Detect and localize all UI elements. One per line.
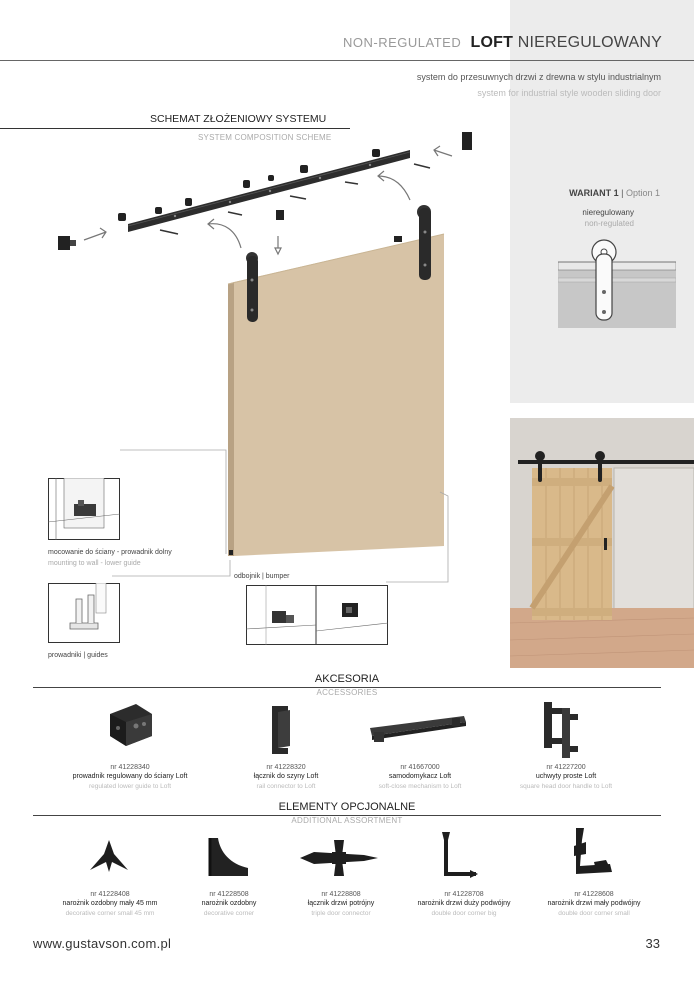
mounting-label-pl: mocowanie do ściany - prowadnik dolny [48, 549, 172, 556]
scheme-title: SCHEMAT ZŁOŻENIOWY SYSTEMU [150, 113, 327, 125]
guides-label: prowadniki | guides [48, 652, 108, 659]
item-name-pl: narożnik ozdobny [201, 900, 257, 907]
detail-bumper [246, 585, 388, 645]
decorative-corner-icon [206, 834, 252, 880]
title-prefix: NON-REGULATED [343, 35, 462, 50]
item-number: nr 41667000 [400, 764, 440, 771]
bumper-stop-icon [276, 210, 284, 220]
item-number: nr 41227200 [546, 764, 586, 771]
accessories-subtitle: ACCESSORIES [316, 688, 378, 697]
double-door-corner-small-icon [566, 826, 614, 880]
item-number: nr 41228340 [110, 764, 150, 771]
wall-bracket-right-icon [462, 132, 472, 150]
item-name-en: double door corner small [558, 910, 630, 917]
door-hanger-left-icon [246, 252, 258, 322]
page-number: 33 [645, 936, 660, 951]
photo-rail-icon [518, 460, 694, 464]
accessory-item-1 [50, 764, 210, 790]
item-name-en: soft-close mechanism to Loft [378, 783, 462, 790]
item-name-en: rail connector to Loft [256, 783, 316, 790]
optional-title: ELEMENTY OPCJONALNE [278, 801, 416, 813]
item-name-en: triple door connector [311, 910, 371, 917]
detail-guides [48, 583, 120, 643]
item-name-en: square head door handle to Loft [519, 783, 613, 790]
item-name-en: decorative corner [203, 910, 255, 917]
subtitle-en: system for industrial style wooden sliding door [477, 88, 661, 98]
door-panel-icon [234, 234, 444, 556]
title-brand: LOFT [470, 34, 514, 51]
variant-name-pl: nieregulowany [582, 208, 634, 217]
item-number: nr 41228508 [209, 891, 249, 898]
accessories-title: AKCESORIA [314, 673, 380, 685]
item-name-pl: narożnik drzwi mały podwójny [547, 900, 641, 907]
accessory-item-4 [486, 764, 646, 790]
optional-subtitle: ADDITIONAL ASSORTMENT [291, 816, 403, 825]
item-number: nr 41228608 [574, 891, 614, 898]
variant-option: Option 1 [625, 188, 660, 198]
bumper-icon [272, 611, 286, 623]
scheme-subtitle: SYSTEM COMPOSITION SCHEME [198, 133, 332, 142]
soft-close-mechanism-icon [366, 714, 470, 746]
title-main: NIEREGULOWANY [517, 34, 662, 51]
triple-door-connector-icon [296, 838, 382, 878]
accessory-item-3 [340, 764, 500, 790]
barn-door-photo [510, 418, 694, 668]
item-name-pl: łącznik drzwi potrójny [307, 900, 375, 907]
item-name-pl: narożnik ozdobny mały 45 mm [62, 900, 158, 907]
variant-label: WARIANT 1 [569, 188, 619, 198]
item-name-pl: samodomykacz Loft [388, 773, 452, 780]
double-door-corner-big-icon [436, 830, 480, 880]
item-number: nr 41228408 [90, 891, 130, 898]
item-name-pl: narożnik drzwi duży podwójny [417, 900, 511, 907]
guide-plate-icon [70, 623, 98, 629]
variant-hanger-illustration [558, 232, 676, 328]
subtitle-pl: system do przesuwnych drzwi z drewna w stylu industrialnym [416, 72, 661, 82]
decorative-corner-small-icon [88, 836, 130, 878]
lower-guide-icon [74, 504, 96, 516]
square-door-handle-icon [536, 698, 582, 762]
item-name-en: decorative corner small 45 mm [65, 910, 155, 917]
item-name-pl: prowadnik regulowany do ściany Loft [72, 773, 188, 780]
bumper-label: odbojnik | bumper [234, 573, 290, 580]
item-name-pl: łącznik do szyny Loft [253, 773, 319, 780]
wall-bracket-left-icon [58, 236, 70, 250]
item-name-en: double door corner big [431, 910, 497, 917]
rail-connector-icon [264, 702, 298, 758]
detail-mounting-wall [48, 478, 120, 540]
item-number: nr 41228808 [321, 891, 361, 898]
item-number: nr 41228708 [444, 891, 484, 898]
footer-website-link[interactable]: www.gustavson.com.pl [33, 936, 172, 951]
item-name-en: regulated lower guide to Loft [88, 783, 172, 790]
mounting-label-en: mounting to wall - lower guide [48, 560, 141, 567]
rail-spacers-icon [118, 149, 380, 221]
item-name-pl: uchwyty proste Loft [535, 773, 597, 780]
door-hanger-right-icon [417, 205, 431, 280]
screws-icon [160, 164, 430, 234]
optional-item-5 [514, 891, 674, 917]
variant-title [510, 188, 660, 198]
item-number: nr 41228320 [266, 764, 306, 771]
variant-name-en: non-regulated [584, 219, 634, 228]
variant-separator: | [621, 188, 624, 198]
page-title [343, 34, 662, 52]
header-divider [0, 60, 694, 61]
regulated-lower-guide-icon [102, 700, 158, 752]
